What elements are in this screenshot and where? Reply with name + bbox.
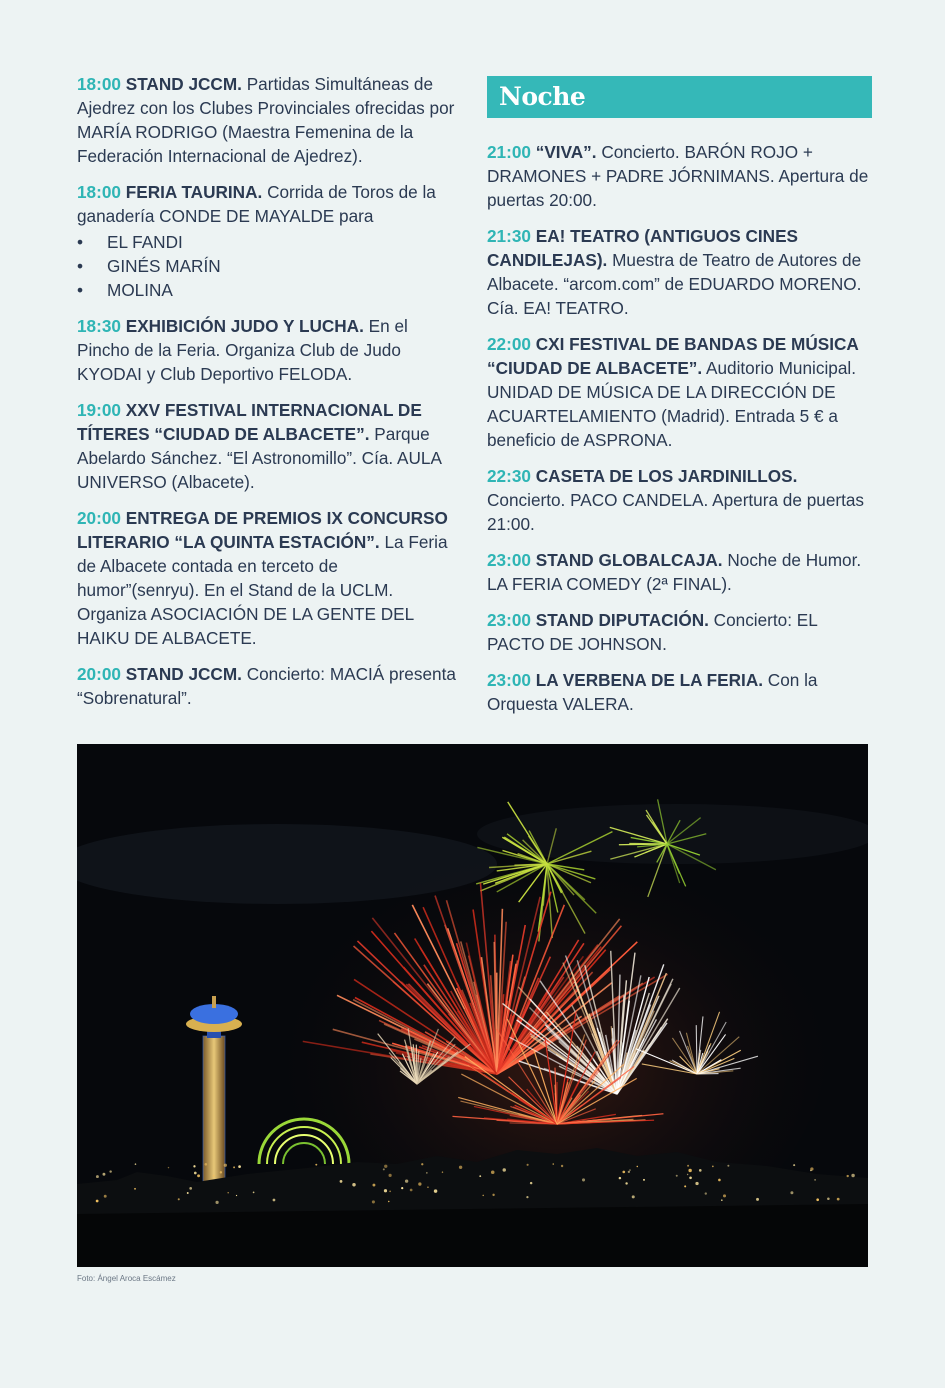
- event-title: CXI FESTIVAL DE BANDAS DE MÚSICA “CIUDAD DE ALBACETE”.: [487, 334, 859, 378]
- event-entry: [77, 72, 459, 168]
- event-entry: [77, 398, 459, 494]
- event-time: 22:30: [487, 466, 531, 486]
- event-entry: [487, 464, 872, 536]
- event-time: 22:00: [487, 334, 531, 354]
- event-entry: [487, 332, 872, 452]
- event-title: ENTREGA DE PREMIOS IX CONCURSO LITERARIO “LA QUINTA ESTACIÓN”.: [77, 508, 448, 552]
- event-description: Corrida de Toros de la ganadería CONDE DE MAYALDE para: [77, 182, 436, 226]
- right-column: [487, 72, 872, 728]
- event-entry: [487, 224, 872, 320]
- event-time: 23:00: [487, 550, 531, 570]
- event-time: 18:00: [77, 74, 121, 94]
- event-time: 19:00: [77, 400, 121, 420]
- fireworks-photo: [77, 744, 868, 1267]
- event-entry: [487, 140, 872, 212]
- event-entry: [77, 180, 459, 302]
- event-time: 18:30: [77, 316, 121, 336]
- event-title: EXHIBICIÓN JUDO Y LUCHA.: [125, 316, 364, 336]
- bullfighter-list: [77, 230, 459, 302]
- event-entry: [487, 668, 872, 716]
- event-description: Concierto: MACIÁ presenta “Sobrenatural”.: [77, 664, 456, 708]
- event-title: STAND JCCM.: [125, 664, 242, 684]
- event-title: STAND DIPUTACIÓN.: [535, 610, 709, 630]
- event-description: Concierto. PACO CANDELA. Apertura de puertas 21:00.: [487, 490, 865, 534]
- event-description: Muestra de Teatro de Autores de Albacete. “arcom.com” de EDUARDO MORENO. Cía. EA! TEATRO.: [487, 250, 862, 318]
- event-description: La Feria de Albacete contada en terceto de humor”(senryu). En el Stand de la UCLM. Organiza ASOCIACIÓN DE LA GENTE DEL HAIKU DE ALBACETE.: [77, 532, 448, 648]
- bullet-icon: •: [77, 280, 84, 300]
- event-time: 18:00: [77, 182, 121, 202]
- event-time: 20:00: [77, 508, 121, 528]
- event-entry: [77, 662, 459, 710]
- bullet-icon: •: [77, 256, 84, 276]
- event-entry: [487, 548, 872, 596]
- event-title: XXV FESTIVAL INTERNACIONAL DE TÍTERES “CIUDAD DE ALBACETE”.: [77, 400, 422, 444]
- section-header-noche: [487, 76, 872, 118]
- event-entry: [77, 314, 459, 386]
- event-entry: [77, 506, 459, 650]
- event-title: STAND JCCM.: [125, 74, 242, 94]
- event-description: Concierto. BARÓN ROJO + DRAMONES + PADRE JÓRNIMANS. Apertura de puertas 20:00.: [487, 142, 869, 210]
- event-title: FERIA TAURINA.: [125, 182, 263, 202]
- event-description: Partidas Simultáneas de Ajedrez con los Clubes Provinciales ofrecidas por MARÍA RODRIGO (Maestra Femenina de la Federación Internacional de Ajedrez).: [77, 74, 455, 166]
- event-description: Con la Orquesta VALERA.: [487, 670, 818, 714]
- event-description: Concierto: EL PACTO DE JOHNSON.: [487, 610, 818, 654]
- photo-credit: Foto: Ángel Aroca Escámez: [77, 1274, 176, 1283]
- bullet-icon: •: [77, 232, 84, 252]
- event-time: 21:00: [487, 142, 531, 162]
- list-item: • GINÉS MARÍN: [77, 256, 221, 276]
- section-title: Noche: [499, 82, 586, 111]
- event-title: “VIVA”.: [535, 142, 597, 162]
- event-title: LA VERBENA DE LA FERIA.: [535, 670, 764, 690]
- event-time: 21:30: [487, 226, 531, 246]
- list-item: • EL FANDI: [77, 232, 183, 252]
- event-entry: [487, 608, 872, 656]
- fireworks-illustration: [77, 744, 868, 1267]
- event-title: STAND GLOBALCAJA.: [535, 550, 723, 570]
- event-description: Parque Abelardo Sánchez. “El Astronomillo”. Cía. AULA UNIVERSO (Albacete).: [77, 424, 441, 492]
- event-title: CASETA DE LOS JARDINILLOS.: [535, 466, 798, 486]
- event-title: EA! TEATRO (ANTIGUOS CINES CANDILEJAS).: [487, 226, 799, 270]
- list-item: • MOLINA: [77, 280, 173, 300]
- event-description: Noche de Humor. LA FERIA COMEDY (2ª FINAL).: [487, 550, 862, 594]
- event-description: En el Pincho de la Feria. Organiza Club de Judo KYODAI y Club Deportivo FELODA.: [77, 316, 408, 384]
- event-description: Auditorio Municipal. UNIDAD DE MÚSICA DE LA DIRECCIÓN DE ACUARTELAMIENTO (Madrid). Entrada 5 € a beneficio de ASPRONA.: [487, 358, 856, 450]
- event-time: 20:00: [77, 664, 121, 684]
- event-time: 23:00: [487, 610, 531, 630]
- left-column: [77, 72, 459, 722]
- event-time: 23:00: [487, 670, 531, 690]
